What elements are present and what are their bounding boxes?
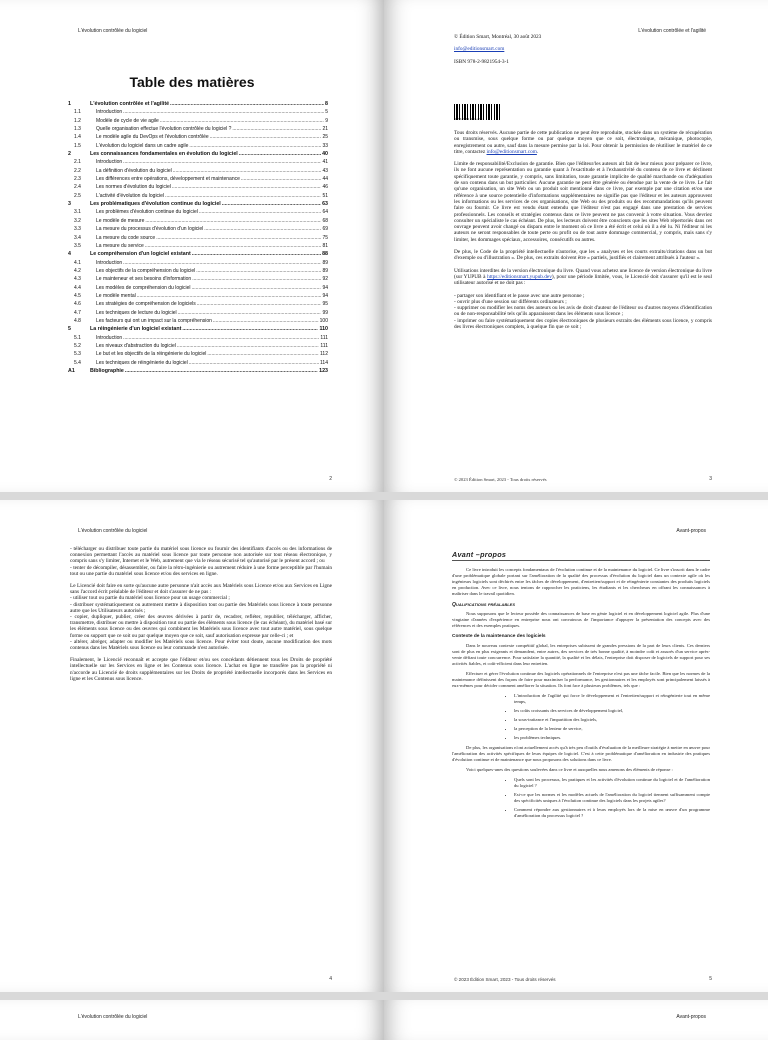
toc-section-row[interactable]	[68, 334, 328, 342]
toc-label: Les connaissances fondamentales en évolution du logiciel	[90, 151, 238, 158]
toc-section-row[interactable]	[68, 142, 328, 150]
rights-paragraph: Tous droits réservés. Aucune partie de cette publication ne peut être reproduite, stockée dans un système de récupération ou transmise, sous quelque forme ou par quelque moyen que ce soit, électronique, mécanique, photocopie, enregistrement ou autre, sauf dans la mesure permise par la loi. Pour obtenir la permission de réutiliser le matériel de ce titre, contactez	[454, 130, 712, 155]
toc-page: 8	[325, 101, 328, 107]
toc-label: La mesure du code source	[96, 234, 156, 241]
question-item: • Comment répondre aux gestionnaires et à leurs employés lors de la mise en œuvre d'un programme d'amélioration du processus logiciel ?	[514, 807, 710, 819]
toc-leader	[182, 325, 318, 333]
copyright-line: © Édition Smart, Montréal, 30 août 2023	[454, 34, 542, 40]
toc-leader	[145, 217, 321, 225]
problems-list	[452, 693, 710, 741]
toc-leader	[204, 225, 321, 233]
toc-page: 99	[322, 309, 328, 316]
toc-label: Les stratégies de compréhension de logiciels	[96, 301, 196, 308]
toc-number: 4.3	[74, 276, 81, 283]
toc-page: 123	[319, 368, 328, 374]
toc-chapter-row[interactable]	[68, 367, 328, 375]
toc-section-row[interactable]	[68, 225, 328, 233]
toc-leader	[123, 158, 321, 166]
toc-section-row[interactable]	[68, 284, 328, 292]
page-number: 2	[329, 476, 332, 482]
toc-number: 5.3	[74, 351, 81, 358]
toc-page: 92	[322, 276, 328, 283]
questions-list	[452, 777, 710, 819]
toc-number: 1.3	[74, 126, 81, 133]
page-footer: © 2023 Édition Smart, 2023 - Tous droits réservés	[454, 477, 547, 482]
toc-number: 4.1	[74, 259, 81, 266]
toc-section-row[interactable]	[68, 359, 328, 367]
toc-leader	[192, 250, 321, 258]
license-body	[70, 546, 332, 688]
ebook-paragraph-end: ), pour une période limitée, vous, le Licencié doit s'assurer qu'il est le seul utilisateur autorisé et ne doit pas :	[454, 273, 712, 287]
toc-label: Les différences entre opérations, développement et maintenance	[96, 176, 240, 183]
toc-leader	[199, 208, 322, 216]
toc-page: 75	[322, 234, 328, 241]
toc-number: 1.1	[74, 109, 81, 116]
toc-leader	[125, 367, 318, 375]
toc-leader	[160, 117, 324, 125]
problem-item: • la sous-traitance et l'impartition des logiciels,	[514, 717, 710, 723]
toc-number: 3.5	[74, 242, 81, 249]
license-paragraph-1: - télécharger ou distribuer toute partie du matériel sous licence ou fournir des identifiants d'accès ou des informations de connexion permettant l'accès au matériel sous licence par toute personne non autorisée sur tout réseau électronique, y compris sans s'y limiter, Internet et le Web, autrement que via le réseau sécurisé tel qu'autorisé par le présent accord ; ou - tenter de décompiler, désassembler, ou faire la rétro-ingénierie ou autrement réduire à une forme perceptible par l'humain tout ou une partie du matériel sous licence et/ou des services en ligne.	[70, 546, 332, 577]
toc-page: 63	[322, 201, 328, 208]
question-item: • Quels sont les processus, les pratiques et les activités d'évolution continue du logiciel et de l'amélioration du logiciel ?	[514, 777, 710, 789]
toc-page: 44	[322, 176, 328, 183]
toc-number: 4.6	[74, 301, 81, 308]
toc-label: Introduction	[96, 259, 123, 266]
toc-leader	[156, 234, 321, 242]
toc-list	[68, 100, 328, 375]
toc-leader	[123, 259, 321, 267]
problem-item: • les coûts croissants des services de développement logiciel,	[514, 708, 710, 714]
toc-number: 4	[68, 251, 71, 258]
toc-number: 2.3	[74, 176, 81, 183]
page-number: 3	[709, 476, 712, 482]
toc-leader	[189, 359, 319, 367]
toc-leader	[177, 342, 319, 350]
liability-paragraph: Limite de responsabilité/Exclusion de garantie. Bien que l'éditeur/les auteurs ait fait de leur mieux pour préparer ce livre, ils ne font aucune représentation ou garantie quant à l'exactitude et à l'exhaustivité du contenu de ce livre et déclinent spécifiquement toute garantie, y compris, sans limitation, toute garantie implicite de qualité marchande ou d'adéquation de son contenu dans un but particulier. Aucune garantie ne peut être générée ou étendue par la vente de ce livre. Le fait qu'une organisation, un site Web ou un produit soit mentionné dans ce livre, par exemple par une citation et/ou une référence à une source potentielle d'informations supplémentaires ne signifie pas que l'éditeur et les auteurs approuvent les informations ou les services de ces organisations, site Web ou des produits ou des recommandations qu'ils peuvent faire ou fournir. Ce livre est vendu étant entendu que l'éditeur n'est pas engagé dans une prestation de services professionnels. Les conseils et stratégies contenus dans ce livre peuvent ne pas convenir à votre situation. Vous devriez consulter un spécialiste le cas échéant. De plus, les lecteurs doivent être conscients que les sites Web répertoriés dans cet ouvrage peuvent avoir changé ou disparu entre le moment où ce livre a été écrit et celui où il a été lu. Ni l'éditeur ni les auteurs ne seront responsables de toute perte ou profit ou de tout autre dommage commercial, y compris, mais sans s'y limiter, les dommages spéciaux, accessoires, consécutifs ou autres.	[454, 161, 712, 243]
toc-label: L'évolution du logiciel dans un cadre agile	[96, 142, 189, 149]
toc-number: 3.1	[74, 209, 81, 216]
running-header: L'évolution contrôlée et l'agilité	[638, 28, 706, 34]
contact-link[interactable]: info@editionsmart.com	[486, 148, 537, 155]
running-header: Avant-propos	[676, 1014, 706, 1020]
copyright-body: Tous droits réservés. Aucune partie de cette publication ne peut être reproduite, stockée dans un système de récupération ou transmise, sous quelque forme ou par quelque moyen que ce soit, électronique, mécanique, photocopie, enregistrement ou autre, sauf dans la mesure permise par la loi. Pour obtenir la permission de réutiliser le matériel de ce titre, contactez info@editionsmart.com. Limite de responsabilité/Exclusion de garantie. Bien que l'éditeur/les auteurs ait fait de leur mieux pour préparer ce livre, ils ne font aucune représentation ou garantie quant à l'exactitude et à l'exhaustivité du contenu de ce livre et déclinent spécifiquement toute garantie, y compris, sans limitation, toute garantie implicite de qualité marchande ou d'adéquation de son contenu dans un but particulier. Aucune garantie ne peut être générée ou étendue par la vente de ce livre. Le fait qu'une organisation, un site Web ou un produit soit mentionné dans ce livre, par exemple par une citation et/ou une référence à une source potentielle d'informations supplémentaires ne signifie pas que l'éditeur et les auteurs approuvent les informations ou les services de ces organisations, site Web ou des produits ou des recommandations qu'ils peuvent faire ou fournir. Ce livre est vendu étant entendu que l'éditeur n'est pas engagé dans une prestation de services professionnels. Les conseils et stratégies contenus dans ce livre peuvent ne pas convenir à votre situation. Vous devriez consulter un spécialiste le cas échéant. De plus, les lecteurs doivent être conscients que les sites Web répertoriés dans cet ouvrage peuvent avoir changé ou disparu entre le moment où ce livre a été écrit et celui où il a été lu. Ni l'éditeur ni les auteurs ne seront responsables de toute perte ou profit ou de tout autre dommage commercial, y compris, mais sans s'y limiter, les dommages spéciaux, accessoires, consécutifs ou autres. De plus, le Code de la propriété intellectuelle n'autorise, que les « analyses et les courts extraits/citations dans un but d'exemple ou d'illustration ». De plus, ces extraits doivent être « partiels, justifiés et clairement attribués à l'auteur ». Utilisations interdites de la version électronique du livre. Quand vous achetez une licence de version électronique du livre (sur YUPUB à https://editionsmart.yupub.dev), pour une période limitée, vous, le Licencié doit s'assurer qu'il est le seul utilisateur autorisé et ne doit pas : - partager son identifiant et le passe avec une autre personne ; - ouvrir plus d'une session sur différents ordinateurs ; - supprimer ou modifier les noms des auteurs ou les avis de droit d'auteur de l'éditeur ou d'autres moyens d'identification ou de non-responsabilité tels qu'ils apparaissent dans les éléments sous licence ; - imprimer ou faire systématiquement des copies électroniques de plusieurs extraits des éléments sous licence, y compris des livres électroniques complets, à quelque fin que ce soit ;	[454, 130, 712, 331]
yupub-link[interactable]: https://editionsmart.yupub.dev	[487, 273, 552, 280]
toc-leader	[137, 292, 322, 300]
toc-page: 46	[322, 184, 328, 191]
qualifications-text: Nous supposons que le lecteur possède des connaissances de base en génie logiciel et en développement logiciel agile. Plus d'une vingtaine d'années d'expérience en entreprise nous ont convaincus de l'importance d'appuyer la présentation des concepts avec des références et des exemples pratiques.	[452, 611, 710, 628]
toc-section-row[interactable]	[68, 350, 328, 358]
toc-page: 5	[325, 109, 328, 116]
toc-page: 94	[322, 292, 328, 299]
toc-number: 2.5	[74, 192, 81, 199]
prohibited-list	[454, 293, 712, 331]
toc-page: 100	[319, 317, 328, 324]
toc-number: 5.1	[74, 334, 81, 341]
toc-leader	[241, 175, 322, 183]
toc-label: Les modèles de compréhension du logiciel	[96, 284, 191, 291]
toc-leader	[239, 150, 321, 158]
page-partial-right	[384, 1000, 768, 1040]
toc-number: 5.2	[74, 342, 81, 349]
toc-number: 5	[68, 326, 71, 333]
context-paragraph-4: Voici quelques-unes des questions soulevées dans ce livre et auxquelles nous amenons des éléments de réponse :	[466, 767, 673, 772]
toc-label: Le modèle de mesure	[96, 217, 145, 224]
toc-label: La définition d'évolution du logiciel	[96, 167, 172, 174]
toc-label: Le but et les objectifs de la réingénierie du logiciel	[96, 351, 207, 358]
toc-leader	[210, 133, 322, 141]
foreword-heading: Avant –propos	[452, 552, 710, 561]
running-header: L'évolution contrôlée du logiciel	[78, 528, 148, 534]
ebook-paragraph: Utilisations interdites de la version électronique du livre. Quand vous achetez une licence de version électronique du livre (sur YUPUB à	[454, 267, 712, 280]
toc-label: Les problèmes d'évolution continue du logiciel	[96, 209, 198, 216]
toc-label: Les niveaux d'abstraction du logiciel	[96, 342, 176, 349]
toc-number: 4.5	[74, 292, 81, 299]
page-footer: © 2023 Édition Smart, 2023 - Tous droits réservés	[454, 977, 556, 982]
prohibited-item: - ouvrir plus d'une session sur différents ordinateurs ;	[454, 298, 567, 305]
toc-number: 1	[68, 101, 71, 107]
toc-section-row[interactable]	[68, 208, 328, 216]
running-header: L'évolution contrôlée du logiciel	[78, 28, 148, 34]
toc-section-row[interactable]	[68, 175, 328, 183]
toc-leader	[123, 108, 324, 116]
toc-label: Les techniques de lecture du logiciel	[96, 309, 177, 316]
toc-number: 1.5	[74, 142, 81, 149]
foreword-intro: Ce livre introduit les concepts fondamentaux de l'évolution continue et de la maintenance du logiciel. Ce livre s'inscrit dans le cadre d'une problématique globale portant sur l'amélioration de la qualité des processus d'évolution du logiciel dans un contexte agile où les ingénieurs logiciels sont déchirés entre les tâches de développement, d'entretien/support et de réingénierie constantes des produits logiciels en production. Avec ce livre, nous tentons de rapprocher les praticiens, les étudiants et les chercheurs en offrant les connaissances à maîtriser dans le travail quotidien.	[452, 567, 710, 596]
page-copyright	[384, 0, 768, 492]
toc-section-row[interactable]	[68, 342, 328, 350]
toc-label: L'activité d'évolution du logiciel	[96, 192, 165, 199]
page-toc	[0, 0, 384, 492]
page-number: 5	[709, 976, 712, 982]
problem-item: • les problèmes techniques.	[514, 735, 710, 741]
toc-number: A1	[68, 368, 75, 374]
toc-leader	[213, 317, 319, 325]
toc-section-row[interactable]	[68, 259, 328, 267]
toc-leader	[123, 334, 319, 342]
publication-meta	[454, 34, 712, 71]
toc-number: 4.4	[74, 284, 81, 291]
toc-page: 25	[322, 134, 328, 141]
toc-label: L'évolution contrôlée et l'agilité	[90, 101, 170, 107]
toc-label: Introduction	[96, 334, 123, 341]
toc-page: 81	[322, 242, 328, 249]
toc-chapter-row[interactable]	[68, 200, 328, 208]
problem-item: • la perception de la lenteur de service,	[514, 726, 710, 732]
toc-label: Modèle de cycle de vie agile	[96, 117, 159, 124]
toc-page: 114	[320, 359, 328, 366]
toc-section-row[interactable]	[68, 292, 328, 300]
toc-page: 88	[322, 251, 328, 258]
toc-page: 41	[322, 159, 328, 166]
toc-label: Les problématiques d'évolution continue du logiciel	[90, 201, 221, 208]
toc-section-row[interactable]	[68, 117, 328, 125]
license-paragraph-2: Le Licencié doit faire en sorte qu'aucune autre personne n'ait accès aux Matériels sous Licence et/ou aux Services en Ligne sans l'accord écrit préalable de l'éditeur et doit s'assurer de ne pas : - utiliser tout ou partie du matériel sous licence pour un usage commercial ; - distribuer systématiquement ou autrement mettre à disposition tout ou partie des Matériels sous licence à toute personne autre que les Utilisateurs autorisés ; - copier, dupliquer, publier, créer des œuvres dérivées à partir de, recadrer, refléter, republier, télécharger, afficher, transmettre, distribuer ou mettre à disposition tout ou partie des éléments sous licence (le cas échéant), du matériel basé sur les éléments sous licence ou des œuvres qui combinent les Matériels sous licence avec tout autre matériel, sous quelque forme ou support que ce soit ou par quelque moyen que ce soit, sauf autorisation expresse par celle-ci ; et - altérer, abréger, adapter ou modifier les Matériels sous licence. Pour éviter tout doute, aucune modification des mots contenus dans les Matériels sous licence ou leur commande n'est autorisée.	[70, 583, 332, 652]
toc-number: 2.4	[74, 184, 81, 191]
toc-leader	[189, 142, 321, 150]
email-link[interactable]: info@editionsmart.com	[454, 46, 505, 53]
toc-section-row[interactable]	[68, 309, 328, 317]
toc-page: 43	[322, 167, 328, 174]
toc-number: 3.3	[74, 226, 81, 233]
toc-chapter-row[interactable]	[68, 100, 328, 108]
toc-number: 2.1	[74, 159, 81, 166]
toc-label: Le modèle mental	[96, 292, 136, 299]
toc-page: 89	[322, 267, 328, 274]
toc-page: 89	[322, 259, 328, 266]
isbn: ISBN 978-2-9821954-3-1	[454, 58, 509, 65]
toc-page: 112	[320, 351, 328, 358]
running-header: L'évolution contrôlée du logiciel	[78, 1014, 148, 1020]
toc-page: 110	[319, 326, 328, 333]
toc-page: 9	[325, 117, 328, 124]
barcode-number: 9 782982 195431	[454, 117, 483, 121]
toc-page: 95	[322, 301, 328, 308]
toc-page: 64	[322, 209, 328, 216]
toc-section-row[interactable]	[68, 217, 328, 225]
toc-section-row[interactable]	[68, 300, 328, 308]
toc-leader	[197, 300, 322, 308]
prohibited-item: - imprimer ou faire systématiquement des copies électroniques de plusieurs extraits des éléments sous licence, y compris des livres électroniques complets, à quelque fin que ce soit ;	[454, 317, 712, 331]
foreword-body	[452, 552, 710, 823]
toc-section-row[interactable]	[68, 267, 328, 275]
toc-label: Bibliographie	[90, 368, 124, 374]
toc-chapter-row[interactable]	[68, 150, 328, 158]
toc-label: Les normes d'évolution du logiciel	[96, 184, 171, 191]
ip-paragraph: De plus, le Code de la propriété intellectuelle n'autorise, que les « analyses et les courts extraits/citations dans un but d'exemple ou d'illustration ». De plus, ces extraits doivent être « partiels, justifiés et clairement attribués à l'auteur ».	[454, 249, 712, 262]
toc-page: 111	[320, 334, 328, 341]
toc-number: 3.4	[74, 234, 81, 241]
toc-label: La réingénierie d'un logiciel existant	[90, 326, 182, 333]
toc-leader	[192, 284, 322, 292]
toc-label: La mesure du service	[96, 242, 144, 249]
toc-label: Quelle organisation effectue l'évolution contrôlée du logiciel ?	[96, 126, 232, 133]
toc-label: Le compréhension d'un logiciel existant	[90, 251, 191, 258]
context-paragraph-3: De plus, les organisations n'ont actuellement accès qu'à très peu d'outils d'évaluation de la meilleure stratégie à mettre en œuvre pour l'amélioration des activités spécifiques de leurs équipes de logiciel. C'est à cette problématique d'amélioration en industrie des pratiques d'évolution continue et de maintenance que nous proposons des solutions dans ce livre.	[452, 745, 710, 762]
toc-page: 111	[320, 342, 328, 349]
toc-section-row[interactable]	[68, 108, 328, 116]
toc-leader	[145, 242, 322, 250]
toc-section-row[interactable]	[68, 192, 328, 200]
toc-leader	[207, 350, 319, 358]
toc-page: 69	[322, 226, 328, 233]
toc-leader	[172, 183, 322, 191]
toc-section-row[interactable]	[68, 125, 328, 133]
toc-number: 2.2	[74, 167, 81, 174]
subheading-context: Contexte de la maintenance des logiciels	[452, 634, 546, 639]
prohibited-item: - supprimer ou modifier les noms des auteurs ou les avis de droit d'auteur de l'éditeur ou d'autres moyens d'identification ou de non-responsabilité tels qu'ils apparaissent dans les éléments sous licence ;	[454, 305, 712, 318]
context-paragraph-2: Effectuer et gérer l'évolution continue des logiciels opérationnels de l'entreprise n'est pas une tâche facile. Bien que les normes de la maintenance définissent des façons de faire pour maximiser la performance, les gestionnaires et les employés sont principalement laissés à eux-mêmes pour décider comment améliorer la situation. Ils font face à plusieurs problèmes, tels que :	[452, 671, 710, 688]
toc-page: 51	[322, 192, 328, 199]
toc-number: 1.4	[74, 134, 81, 141]
toc-label: Le modèle agile du DevOps et l'évolution contrôlée	[96, 134, 209, 141]
toc-label: La mesure du processus d'évolution d'un logiciel	[96, 226, 204, 233]
toc-page: 68	[322, 217, 328, 224]
toc-label: Introduction	[96, 159, 123, 166]
license-paragraph-3: Finalement, le Licencié reconnaît et accepte que l'éditeur et/ou ses concédants détiennent tous les Droits de propriété intellectuelle sur les Services en ligne et les Contenus sous licence. L'achat en ligne ne transfère pas la propriété ni n'accorde au Licencié de droits supplémentaires sur les Droits de propriété intellectuelle incorporés dans les Services en ligne et les Contenus sous licence.	[70, 657, 332, 682]
page-partial-left	[0, 1000, 384, 1040]
context-paragraph-1: Dans le nouveau contexte compétitif global, les entreprises subissent de grandes pressions de la part de leurs clients. Ces derniers sont de plus en plus exigeants et demandent, entre autres, des services de très bonne qualité, à moindre coût et assurés d'un service après-vente défiant toute concurrence. Pour satisfaire la quantité, la qualité et les délais, l'entreprise doit disposer de logiciels de support pour ses activités fiables, et coût-efficient dans leur entretien.	[452, 643, 710, 666]
toc-leader	[173, 167, 322, 175]
toc-title: Table des matières	[129, 74, 255, 90]
toc-label: Les techniques de réingénierie du logiciel	[96, 359, 188, 366]
toc-label: Les objectifs de la compréhension du logiciel	[96, 267, 196, 274]
toc-leader	[222, 200, 321, 208]
toc-section-row[interactable]	[68, 158, 328, 166]
page-foreword	[384, 500, 768, 992]
toc-section-row[interactable]	[68, 242, 328, 250]
toc-leader	[165, 192, 321, 200]
running-header: Avant-propos	[676, 528, 706, 534]
toc-number: 4.8	[74, 317, 81, 324]
toc-number: 3.2	[74, 217, 81, 224]
toc-section-row[interactable]	[68, 275, 328, 283]
toc-number: 4.7	[74, 309, 81, 316]
toc-leader	[192, 275, 321, 283]
toc-section-row[interactable]	[68, 234, 328, 242]
toc-number: 1.2	[74, 117, 81, 124]
toc-label: Le mainteneur et ses besoins d'information	[96, 276, 192, 283]
toc-page: 21	[322, 126, 328, 133]
problem-item: • L'introduction de l'agilité qui force le développement et l'entretien/support et réingénierie tout en même temps,	[514, 693, 710, 705]
toc-section-row[interactable]	[68, 167, 328, 175]
toc-number: 4.2	[74, 267, 81, 274]
toc-number: 5.4	[74, 359, 81, 366]
subheading-qualifications: Qualifications préalables	[452, 602, 515, 608]
toc-page: 40	[322, 151, 328, 158]
toc-leader	[170, 100, 324, 108]
toc-label: Introduction	[96, 109, 123, 116]
toc-label: Les facteurs qui ont un impact sur la compréhension	[96, 317, 212, 324]
toc-number: 3	[68, 201, 71, 208]
toc-leader	[232, 125, 321, 133]
toc-page: 33	[322, 142, 328, 149]
page-license	[0, 500, 384, 992]
toc-section-row[interactable]	[68, 133, 328, 141]
page-number: 4	[329, 976, 332, 982]
toc-section-row[interactable]	[68, 317, 328, 325]
question-item: • Est-ce que les normes et les modèles actuels de l'amélioration du logiciel tiennent suffisamment compte des spécificités uniques à l'évolution continue des logiciels dans les projets agiles?	[514, 792, 710, 804]
toc-number: 2	[68, 151, 71, 158]
toc-page: 94	[322, 284, 328, 291]
toc-leader	[196, 267, 321, 275]
prohibited-item: - partager son identifiant et le passe avec une autre personne ;	[454, 292, 585, 299]
toc-chapter-row[interactable]	[68, 325, 328, 333]
toc-leader	[178, 309, 322, 317]
toc-chapter-row[interactable]	[68, 250, 328, 258]
toc-section-row[interactable]	[68, 183, 328, 191]
